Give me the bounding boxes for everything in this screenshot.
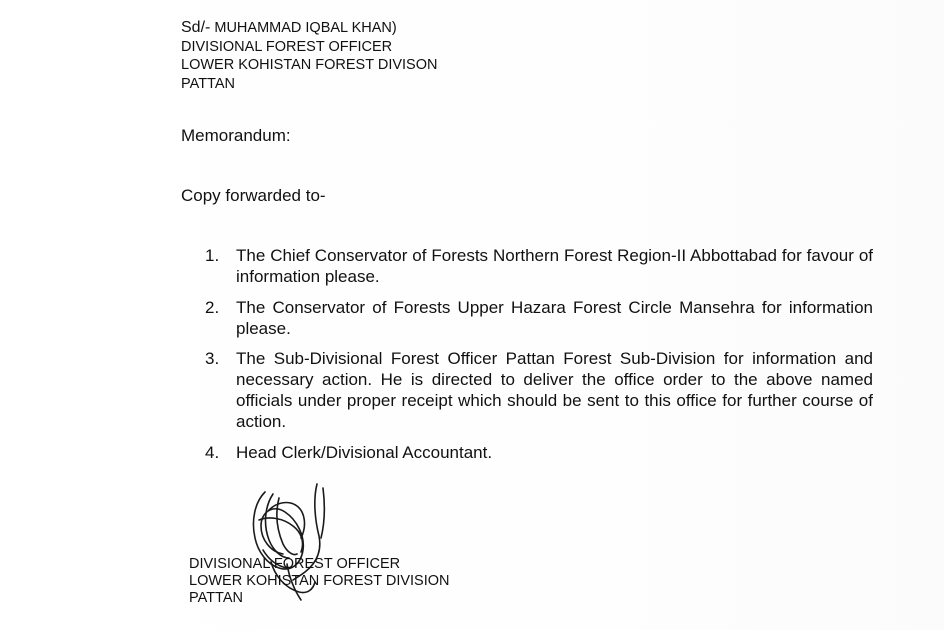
signed-by-line (181, 19, 437, 38)
forward-item-text: The Chief Conservator of Forests Northern Forest Region-II Abbottabad for favour of information please. (236, 246, 873, 286)
forward-item-number: 3. (205, 349, 220, 368)
forward-list-item (205, 297, 873, 339)
forward-list-item (205, 442, 873, 463)
forward-list (205, 245, 873, 472)
signatory-station: PATTAN (181, 75, 235, 92)
forward-item-text: The Conservator of Forests Upper Hazara Forest Circle Mansehra for information please. (236, 297, 873, 338)
bottom-designation: DIVISIONAL FOREST OFFICER (189, 556, 401, 572)
signatory-name: MUHAMMAD IQBAL KHAN) (214, 20, 397, 36)
sd-prefix: Sd/- (181, 19, 211, 36)
signatory-division: LOWER KOHISTAN FOREST DIVISON (181, 57, 438, 73)
forward-item-text: Head Clerk/Divisional Accountant. (236, 442, 493, 462)
forward-item-number: 1. (205, 246, 220, 265)
bottom-station: PATTAN (189, 590, 243, 606)
bottom-signature-block (189, 556, 450, 607)
forward-item-number: 2. (205, 297, 220, 317)
forward-item-number: 4. (205, 442, 220, 462)
bottom-division: LOWER KOHISTAN FOREST DIVISION (189, 573, 450, 589)
memorandum-heading: Memorandum: (181, 126, 291, 145)
forward-list-item (205, 245, 873, 287)
forward-item-text: The Sub-Divisional Forest Officer Pattan Forest Sub-Division for information and necessary action. He is directed to deliver the office order to the above named officials under proper receipt which should be sent to this office for further course of action. (236, 349, 873, 431)
copy-forwarded-heading: Copy forwarded to- (181, 186, 326, 205)
top-signature-block (181, 19, 437, 93)
signatory-designation: DIVISIONAL FOREST OFFICER (181, 38, 393, 55)
forward-list-item (205, 348, 873, 432)
